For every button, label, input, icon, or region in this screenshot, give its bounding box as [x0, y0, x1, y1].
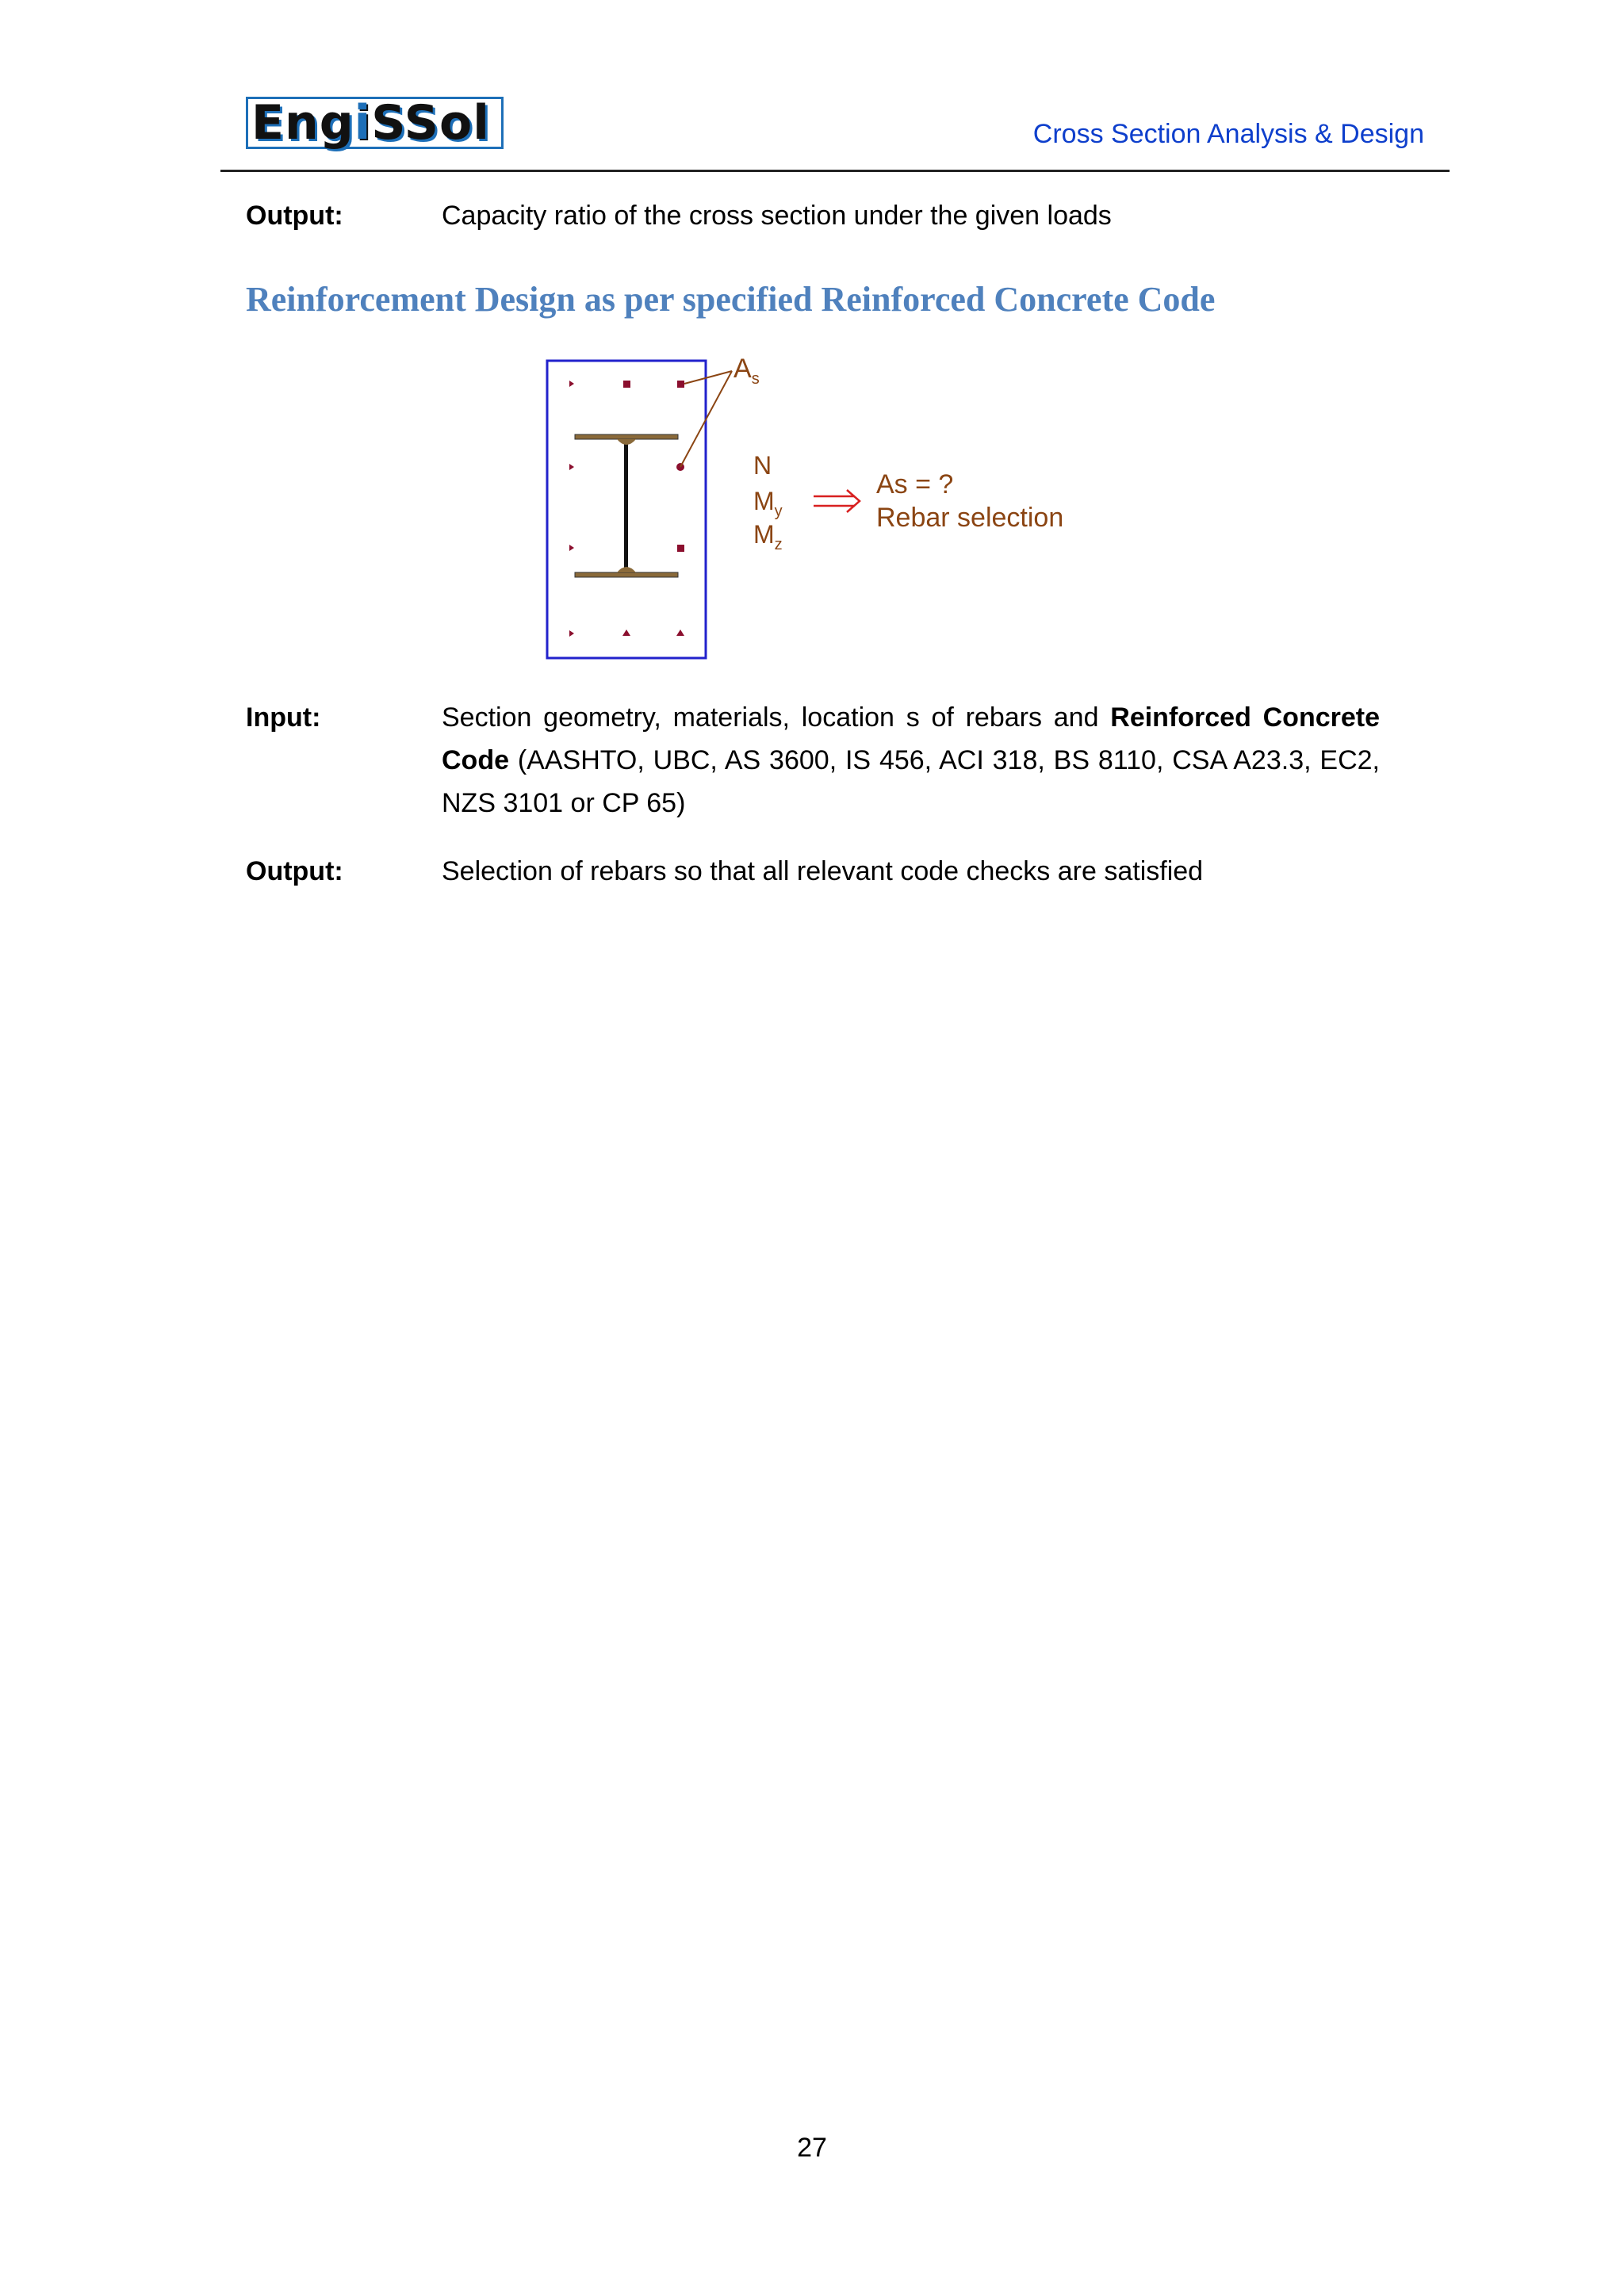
bottom-fillet [617, 567, 636, 572]
load-n: N [753, 451, 772, 480]
cross-section-figure [539, 349, 1094, 666]
logo-text: EngiSSol [251, 95, 490, 151]
input-text: Section geometry, materials, location s of rebars and Reinforced Concrete Code (AASHTO, UBC, AS 3600, IS 456, ACI 318, BS 8110, CSA A23.3, EC2, NZS 3101 or CP 65) [442, 702, 1380, 818]
leader-line [684, 371, 732, 384]
rebar [569, 630, 574, 637]
rebar [676, 629, 684, 636]
section-heading: Reinforcement Design as per specified Reinforced Concrete Code [246, 280, 1216, 319]
rebar [622, 629, 630, 636]
rebar [569, 464, 574, 470]
cross-section-diagram [539, 349, 1094, 666]
top-flange [575, 434, 678, 439]
rebar [569, 545, 574, 551]
rebar [569, 381, 574, 387]
input-label: Input: [246, 702, 321, 733]
output-label: Output: [246, 201, 343, 231]
rebar-area-label: $A_s$ [733, 354, 760, 388]
result-line-1: As = ? [876, 469, 954, 499]
rebar [677, 545, 684, 552]
header-title: Cross Section Analysis & Design [1032, 119, 1424, 149]
engissol-logo [246, 97, 504, 149]
result-line-2: Rebar selection [876, 503, 1064, 533]
header-divider [220, 170, 1450, 172]
top-fillet [617, 439, 636, 445]
output-label: Output: [246, 856, 343, 886]
load-my: $M_y$ [753, 487, 783, 520]
loads [753, 451, 783, 553]
implies-arrow [814, 490, 860, 512]
load-mz: $M_z$ [753, 520, 783, 553]
rebar [623, 381, 630, 388]
output-text: Selection of rebars so that all relevant code checks are satisfied [442, 856, 1204, 886]
bottom-flange [575, 572, 678, 577]
rebar [677, 381, 684, 388]
web [624, 439, 628, 572]
page-number: 27 [797, 2133, 827, 2163]
output-text: Capacity ratio of the cross section under the given loads [442, 201, 1112, 231]
